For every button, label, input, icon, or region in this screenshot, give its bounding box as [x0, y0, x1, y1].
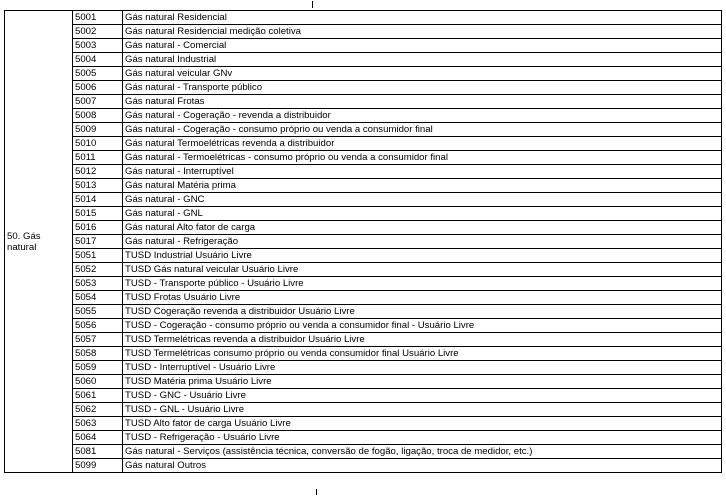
code-cell: 5056 [73, 319, 123, 333]
code-cell: 5005 [73, 67, 123, 81]
description-cell: Gás natural - GNL [123, 207, 722, 221]
description-cell: Gás natural Outros [123, 459, 722, 473]
description-cell: Gás natural Matéria prima [123, 179, 722, 193]
description-cell: TUSD Alto fator de carga Usuário Livre [123, 417, 722, 431]
code-cell: 5062 [73, 403, 123, 417]
code-cell: 5014 [73, 193, 123, 207]
table-row [5, 67, 722, 81]
table-row [5, 193, 722, 207]
description-cell: Gás natural - Transporte público [123, 81, 722, 95]
description-cell: Gás natural - Comercial [123, 39, 722, 53]
description-cell: Gás natural - Termoelétricas - consumo próprio ou venda a consumidor final [123, 151, 722, 165]
table-row [5, 151, 722, 165]
code-cell: 5008 [73, 109, 123, 123]
table-row [5, 361, 722, 375]
description-cell: Gás natural Termoelétricas revenda a distribuidor [123, 137, 722, 151]
table-row [5, 417, 722, 431]
description-cell: Gás natural veicular GNv [123, 67, 722, 81]
table-row [5, 25, 722, 39]
description-cell: Gás natural Industrial [123, 53, 722, 67]
code-cell: 5002 [73, 25, 123, 39]
code-cell: 5053 [73, 277, 123, 291]
code-cell: 5061 [73, 389, 123, 403]
table-row [5, 277, 722, 291]
code-cell: 5064 [73, 431, 123, 445]
table-row [5, 445, 722, 459]
table-row [5, 221, 722, 235]
table-row [5, 123, 722, 137]
description-cell: Gás natural - Refrigeração [123, 235, 722, 249]
code-cell: 5007 [73, 95, 123, 109]
table-row [5, 53, 722, 67]
table-row [5, 95, 722, 109]
description-cell: TUSD Industrial Usuário Livre [123, 249, 722, 263]
description-cell: Gás natural Residencial [123, 11, 722, 25]
description-cell: Gás natural - Interruptível [123, 165, 722, 179]
code-cell: 5016 [73, 221, 123, 235]
description-cell: TUSD Frotas Usuário Livre [123, 291, 722, 305]
table-row [5, 39, 722, 53]
table-body [5, 11, 722, 473]
code-cell: 5063 [73, 417, 123, 431]
description-cell: TUSD - Transporte público - Usuário Livre [123, 277, 722, 291]
description-cell: TUSD Matéria prima Usuário Livre [123, 375, 722, 389]
description-cell: TUSD - Cogeração - consumo próprio ou venda a consumidor final - Usuário Livre [123, 319, 722, 333]
table-row [5, 403, 722, 417]
code-cell: 5099 [73, 459, 123, 473]
code-table [4, 10, 722, 473]
table-row [5, 249, 722, 263]
code-cell: 5013 [73, 179, 123, 193]
code-cell: 5017 [73, 235, 123, 249]
code-cell: 5012 [73, 165, 123, 179]
table-row [5, 375, 722, 389]
code-cell: 5051 [73, 249, 123, 263]
table-row [5, 81, 722, 95]
table-row [5, 319, 722, 333]
table-row [5, 305, 722, 319]
description-cell: TUSD Termelétricas consumo próprio ou venda consumidor final Usuário Livre [123, 347, 722, 361]
description-cell: TUSD - GNC - Usuário Livre [123, 389, 722, 403]
description-cell: TUSD Cogeração revenda a distribuidor Usuário Livre [123, 305, 722, 319]
table-row [5, 11, 722, 25]
table-row [5, 179, 722, 193]
table-row [5, 207, 722, 221]
description-cell: Gás natural Frotas [123, 95, 722, 109]
code-cell: 5010 [73, 137, 123, 151]
code-cell: 5015 [73, 207, 123, 221]
table-row [5, 333, 722, 347]
code-cell: 5054 [73, 291, 123, 305]
code-cell: 5058 [73, 347, 123, 361]
code-cell: 5004 [73, 53, 123, 67]
table-row [5, 459, 722, 473]
table-row [5, 347, 722, 361]
table-row [5, 291, 722, 305]
description-cell: TUSD - GNL - Usuário Livre [123, 403, 722, 417]
page-mark-top [312, 1, 317, 8]
code-cell: 5001 [73, 11, 123, 25]
description-cell: TUSD Gás natural veicular Usuário Livre [123, 263, 722, 277]
code-cell: 5055 [73, 305, 123, 319]
table-row [5, 263, 722, 277]
description-cell: TUSD - Interruptível - Usuário Livre [123, 361, 722, 375]
description-cell: Gás natural - Cogeração - revenda a distribuidor [123, 109, 722, 123]
table-row [5, 235, 722, 249]
code-cell: 5057 [73, 333, 123, 347]
code-cell: 5052 [73, 263, 123, 277]
table-row [5, 431, 722, 445]
code-cell: 5059 [73, 361, 123, 375]
description-cell: Gás natural Residencial medição coletiva [123, 25, 722, 39]
table-row [5, 109, 722, 123]
code-cell: 5011 [73, 151, 123, 165]
table-row [5, 389, 722, 403]
code-cell: 5081 [73, 445, 123, 459]
page-mark-bottom [316, 489, 321, 495]
description-cell: TUSD Termelétricas revenda a distribuidor Usuário Livre [123, 333, 722, 347]
description-cell: Gás natural - Serviços (assistência técnica, conversão de fogão, ligação, troca de medidor, etc.) [123, 445, 722, 459]
table-row [5, 165, 722, 179]
description-cell: Gás natural - Cogeração - consumo próprio ou venda a consumidor final [123, 123, 722, 137]
code-cell: 5006 [73, 81, 123, 95]
description-cell: Gás natural Alto fator de carga [123, 221, 722, 235]
code-cell: 5060 [73, 375, 123, 389]
code-cell: 5009 [73, 123, 123, 137]
description-cell: TUSD - Refrigeração - Usuário Livre [123, 431, 722, 445]
group-label: 50. Gás natural [5, 11, 73, 473]
description-cell: Gás natural - GNC [123, 193, 722, 207]
code-cell: 5003 [73, 39, 123, 53]
table-row [5, 137, 722, 151]
